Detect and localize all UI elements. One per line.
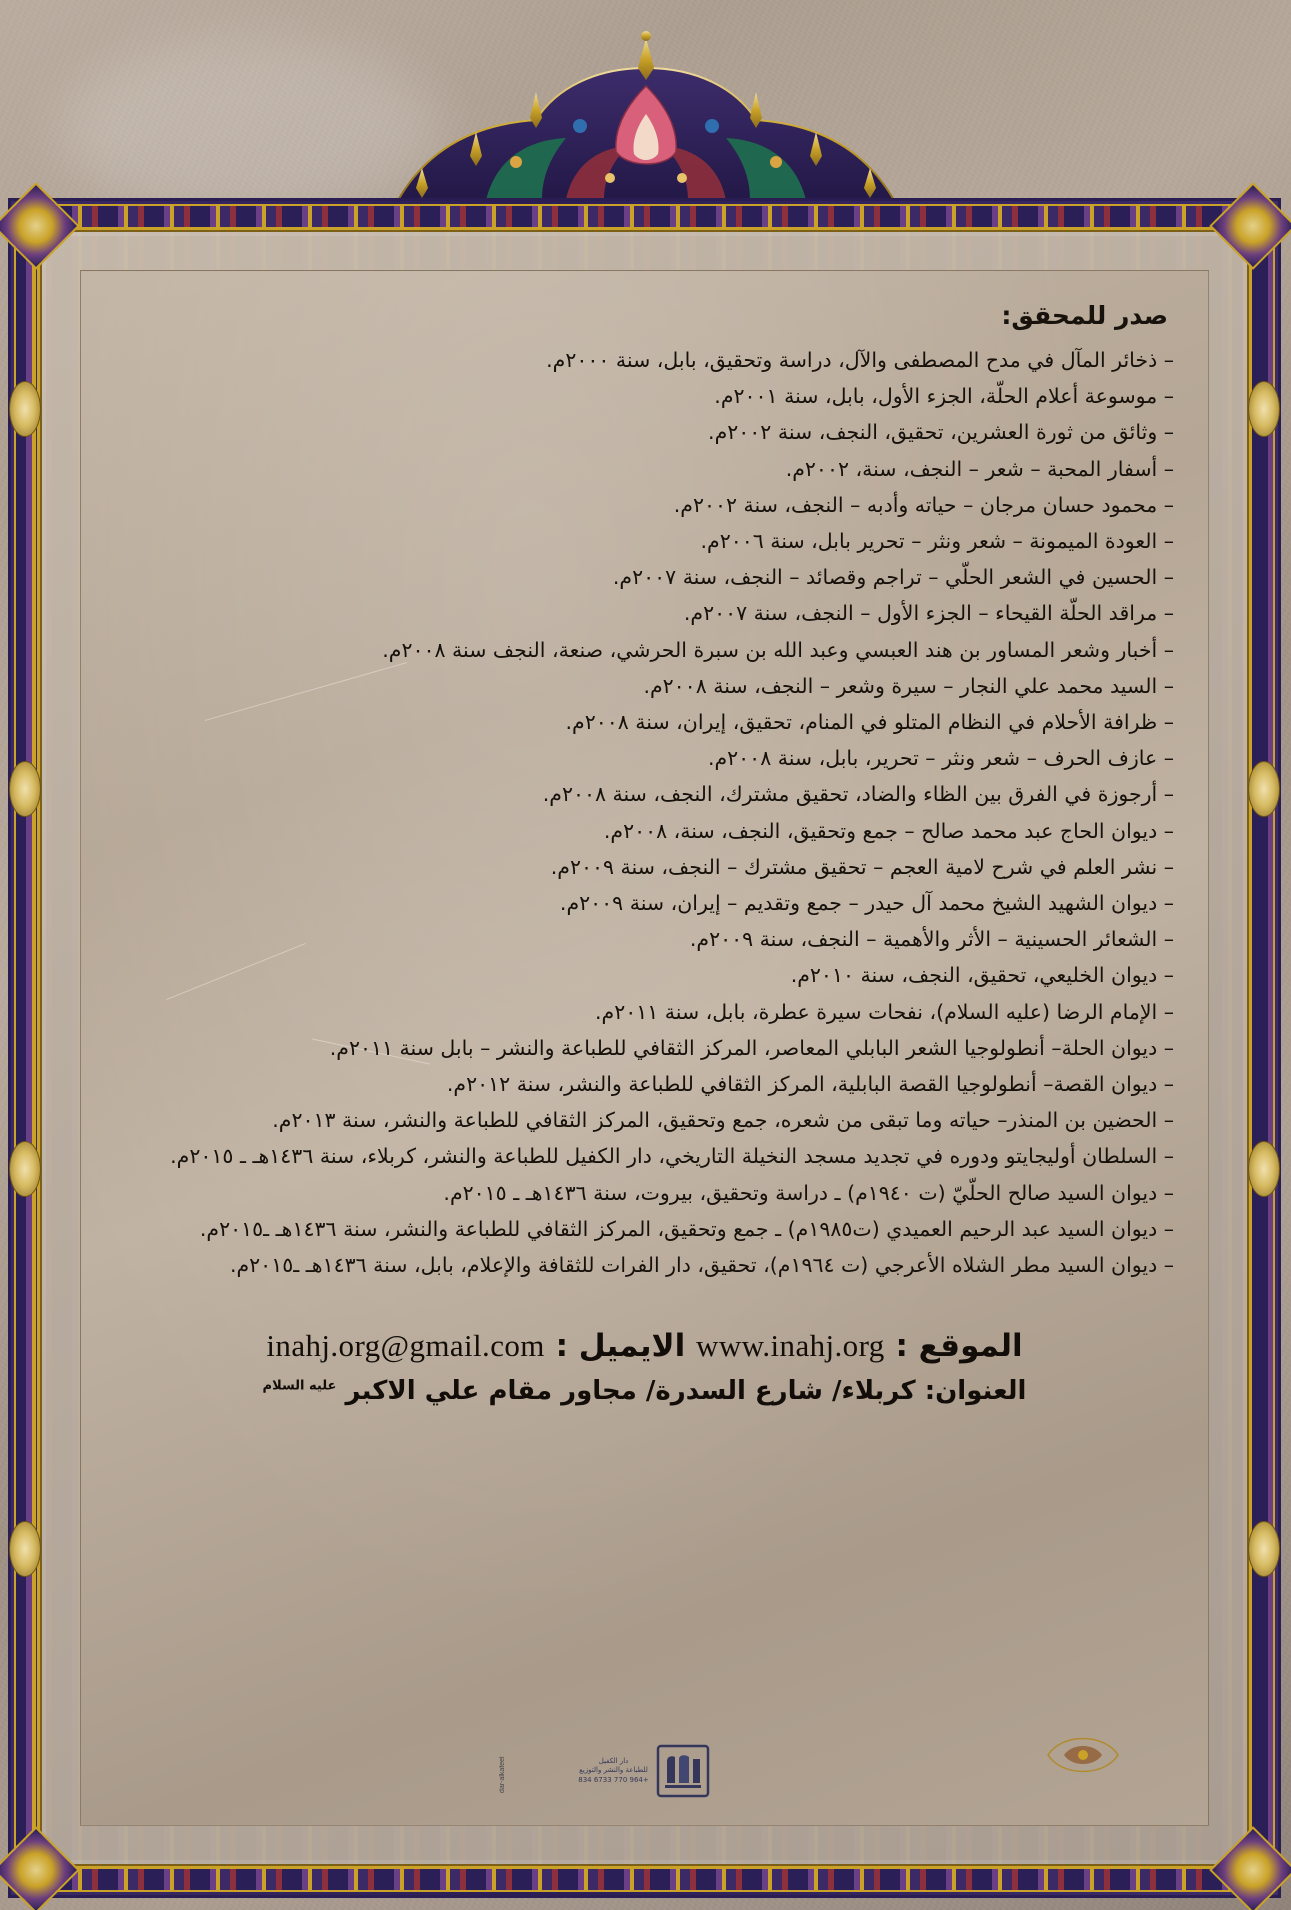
list-item: – ظرافة الأحلام في النظام المتلو في المنام، تحقيق، إيران، سنة ٢٠٠٨م. [565, 710, 1174, 735]
bottom-right-ornament [1044, 1725, 1122, 1785]
list-item: – الإمام الرضا (عليه السلام)، نفحات سيرة عطرة، بابل، سنة ٢٠١١م. [595, 999, 1174, 1024]
website-label: الموقع : [895, 1328, 1023, 1365]
list-item: – ديوان السيد مطر الشلاه الأعرجي (ت ١٩٦٤م)، تحقيق، دار الفرات للثقافة والإعلام، بابل، سنة ١٤٣٦هـ ـ٢٠١٥م. [229, 1253, 1174, 1278]
list-item: – نشر العلم في شرح لامية العجم – تحقيق مشترك – النجف، سنة ٢٠٠٩م. [550, 854, 1174, 879]
list-item: – أخبار وشعر المساور بن هند العبسي وعبد الله بن سبرة الحرشي، صنعة، النجف سنة ٢٠٠٨م. [382, 637, 1174, 662]
publications-list [115, 344, 1174, 1282]
frame-side-medallion-right-3 [1248, 1141, 1280, 1197]
list-item: – ذخائر المآل في مدح المصطفى والآل، دراسة وتحقيق، بابل، سنة ٢٠٠٠م. [546, 348, 1174, 372]
list-item: – موسوعة أعلام الحلّة، الجزء الأول، بابل، سنة ٢٠٠١م. [714, 384, 1174, 409]
frame-side-medallion-right-1 [1248, 381, 1280, 437]
list-item: – وثائق من ثورة العشرين، تحقيق، النجف، سنة ٢٠٠٢م. [708, 420, 1174, 445]
publisher-name: دار الكفيل [598, 1756, 629, 1765]
list-item: – ديوان الشهيد الشيخ محمد آل حيدر – جمع وتقديم – إيران، سنة ٢٠٠٩م. [559, 891, 1174, 916]
email-value[interactable]: inahj.org@gmail.com [266, 1328, 545, 1364]
frame-side-medallion-left-2 [9, 761, 41, 817]
publisher-logo-row [540, 1743, 750, 1799]
list-item: – مراقد الحلّة القيحاء – الجزء الأول – النجف، سنة ٢٠٠٧م. [683, 601, 1174, 626]
top-ornament-crown [366, 28, 926, 208]
decorative-frame [8, 198, 1281, 1898]
address-label: العنوان: [924, 1376, 1027, 1407]
list-item: – الحسين في الشعر الحلّي – تراجم وقصائد – النجف، سنة ٢٠٠٧م. [612, 565, 1174, 590]
frame-side-medallion-left-4 [9, 1521, 41, 1577]
cover-content [81, 271, 1208, 1825]
list-item: – ديوان القصة– أنطولوجيا القصة البابلية، المركز الثقافي للطباعة والنشر، سنة ٢٠١٢م. [446, 1072, 1174, 1097]
list-item: – محمود حسان مرجان – حياته وأدبه – النجف، سنة ٢٠٠٢م. [673, 492, 1174, 517]
address-value: كربلاء/ شارع السدرة/ مجاور مقام علي الاكبر [345, 1376, 916, 1407]
list-item: – أسفار المحبة – شعر – النجف، سنة، ٢٠٠٢م. [785, 456, 1174, 481]
address-honorific: عليه السلام [262, 1378, 337, 1394]
frame-side-medallion-right-2 [1248, 761, 1280, 817]
frame-paper-field [80, 270, 1209, 1826]
list-item: – ديوان الحاج عبد محمد صالح – جمع وتحقيق، النجف، سنة، ٢٠٠٨م. [603, 818, 1174, 843]
frame-inner-gold-border [37, 227, 1252, 1869]
list-item: – السلطان أوليجايتو ودوره في تجديد مسجد النخيلة التاريخي، دار الكفيل للطباعة والنشر، كربلاء، سنة ١٤٣٦هـ ـ ٢٠١٥م. [170, 1144, 1174, 1169]
contact-block [115, 1328, 1174, 1406]
publisher-mark-icon [655, 1743, 711, 1799]
list-item: – ديوان الحلة– أنطولوجيا الشعر البابلي المعاصر، المركز الثقافي للطباعة والنشر – بابل سنة ٢٠١١م. [329, 1035, 1174, 1060]
list-item: – عازف الحرف – شعر ونثر – تحرير، بابل، سنة ٢٠٠٨م. [707, 746, 1174, 771]
list-item: – الحضين بن المنذر– حياته وما تبقى من شعره، جمع وتحقيق، المركز الثقافي للطباعة والنشر، سنة ٢٠١٣م. [272, 1108, 1174, 1133]
list-item: – أرجوزة في الفرق بين الظاء والضاد، تحقيق مشترك، النجف، سنة ٢٠٠٨م. [542, 782, 1174, 807]
frame-side-medallion-right-4 [1248, 1521, 1280, 1577]
publisher-logo-block [498, 1743, 750, 1799]
contact-line-address [115, 1376, 1174, 1406]
section-heading: صدر للمحقق: [1001, 301, 1168, 330]
list-item: – ديوان الخليعي، تحقيق، النجف، سنة ٢٠١٠م. [790, 963, 1174, 988]
list-item: – العودة الميمونة – شعر ونثر – تحرير بابل، سنة ٢٠٠٦م. [700, 529, 1174, 554]
publisher-subtitle: للطباعة والنشر والتوزيع [579, 1766, 648, 1775]
website-value[interactable]: www.inahj.org [696, 1328, 885, 1364]
list-item: – ديوان السيد صالح الحلّيّ (ت ١٩٤٠م) ـ دراسة وتحقيق، بيروت، سنة ١٤٣٦هـ ـ ٢٠١٥م. [443, 1180, 1174, 1205]
frame-side-medallion-left-1 [9, 381, 41, 437]
list-item: – السيد محمد علي النجار – سيرة وشعر – النجف، سنة ٢٠٠٨م. [643, 673, 1174, 698]
publisher-text [578, 1757, 649, 1785]
frame-side-medallion-left-3 [9, 1141, 41, 1197]
contact-line-website-email [115, 1328, 1174, 1364]
email-label: الايميل : [555, 1328, 686, 1365]
publisher-side-code: dar-alkafeel [498, 1756, 506, 1793]
list-item: – الشعائر الحسينية – الأثر والأهمية – النجف، سنة ٢٠٠٩م. [689, 927, 1174, 952]
publisher-phone: +964 770 6733 834 [578, 1775, 649, 1784]
list-item: – ديوان السيد عبد الرحيم العميدي (ت١٩٨٥م) ـ جمع وتحقيق، المركز الثقافي للطباعة والنشر، سنة ١٤٣٦هـ ـ٢٠١٥م. [199, 1216, 1174, 1241]
